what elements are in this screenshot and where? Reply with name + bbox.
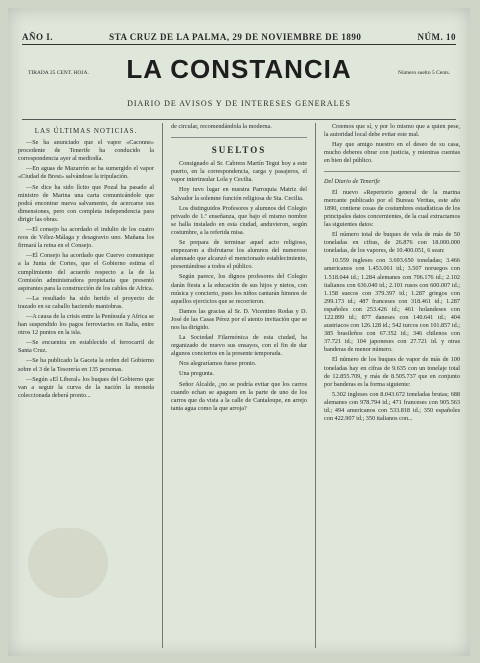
noticias-list: [18, 139, 154, 400]
statistics-body: [324, 189, 460, 424]
paragraph: —Se ha anunciado que el vapor «Caconne» procedente de Tenerife ha conducido la correspondencia ayer al mediodía.: [18, 139, 154, 163]
paragraph: Señor Alcalde, ¿no se podría evitar que los carros cuando echan se apaguen en la parte de uno de los carros que da vista a la calle de Cantaloupe, en arrejo tanta agua como la que arroja?: [171, 380, 307, 412]
paragraph: El número total de buques de vela de más de 50 toneladas en cifras, de 26.876 con 18.000.000 toneladas, de los vapores, de 10.400.051, 6 sean:: [324, 231, 460, 255]
issue-number: NÚM. 10: [417, 32, 456, 42]
paragraph: Consignado al Sr. Cabrera Martín Tegui hoy a este puerto, en la correspondencia, carga y pasajeros, el vapor interinsular Lola y Cecilia.: [171, 160, 307, 184]
masthead: [8, 52, 470, 98]
paragraph: Creemos que sí, y por lo mismo que a quien pese, la autoridad local debe evitar este mal.: [324, 123, 460, 139]
paragraph: —Se dice ha sido lícito que Pozal ha pasado al ministro de Marina una carta comunicándole que podrá encontrar nueva salvamento, de acercarse sus dimensiones, pero con completa independencia para dirigir las obras.: [18, 183, 154, 223]
source-credit: Del Diario de Tenerife: [324, 178, 380, 186]
paragraph: —El Consejo ha acordado que Cuervo comunique a la Junta de Cortes, que el Gobierno estima el cumplimiento del acuerdo respecto a la de la Comisión administradora propietaria que presentó aspirantes para la construcción de los cables de Africa.: [18, 252, 154, 292]
paragraph: —A causa de la crisis entre la Península y Africa se han suspendido los pagos ferroviarios en Italia, entre otros 12 puntos en la isla.: [18, 312, 154, 337]
paragraph: Hay que amigo nuestro en el deseo de su casa, mucho deberes obrar con justicia, y mientras cuentas en bien del público.: [324, 141, 460, 165]
section-heading-sueltos: SUELTOS: [211, 145, 267, 156]
section-rule: [171, 137, 307, 138]
header-rule: [22, 44, 456, 45]
paper-stain: [28, 528, 108, 598]
paragraph: —En aguas de Mazarrón se ha sumergido el vapor «Ciudad de Brest» salvándose la tripulación.: [18, 165, 154, 181]
column-estadistica: [324, 123, 460, 648]
paragraph: —Según «El Liberal» los buques del Gobierno que van a seguir la curva de la nación la moneda coleccionada deberá pronto...: [18, 375, 154, 399]
year-label: AÑO I.: [22, 32, 54, 42]
paragraph: —El consejo ha acordado el indulto de los cuatro reos de Vélez-Málaga y desagravio uno. Mañana los firmará la reina en el Consejo.: [18, 226, 154, 250]
column-sueltos: [171, 123, 307, 648]
paragraph: Hoy tuvo lugar en nuestra Parroquia Matriz del Salvador la solemne función religiosa de Sta. Cecilia.: [171, 186, 307, 202]
paragraph: Los distinguidos Profesores y alumnos del Colegio privado de 1.ª enseñanza, que bajo el mismo nombre se halla instalado en esta ciudad, anduvieron, según costumbre, a la referida misa.: [171, 204, 307, 236]
paragraph: Una pregunta.: [179, 370, 215, 378]
header-dateline-row: [22, 26, 456, 42]
paragraph: El nuevo «Repertorio general de la marina mercante publicado por el Bureau Veritas, este año 1890, contiene cosas de costumbres estadísticas de los principales datos concernientes, de la cual extractamos las siguientes datos:: [324, 188, 460, 228]
paragraph: La Sociedad Filarmónica de esta ciudad, ha organizado de nuevo sus ensayos, con el fin de dar algunos conciertos en la presente temporada.: [171, 334, 307, 358]
paragraph: 10.559 ingleses con 3.693.650 toneladas; 3.466 americanos con 1.453.061 id.; 3.507 noruegos con 1.518.044 id.; 1.284 alemanes con 706.176 id.; 2.102 italianos con 636.040 id.; 2.101 rusos con 600.007 id.; 1.158 suecos con 379.397 id.; 1.287 griegos con 299.173 id.; 487 franceses con 318.461 id.; 1.287 españoles con 253.426 id.; 461 holandeses con 122.899 id.; 877 daneses con 140.641 id.; 404 austriacos con 126.128 id.; 542 turcos con 101.857 id.; 385 brasileños con 67.352 id.; 346 chilenos con 37.721 id.; 104 japoneses con 27.721 id. y otras banderas de menor número.: [324, 257, 460, 354]
paragraph: —La resultado ha sido herido el proyecto de trazado en su caballo haciendo maniobras.: [18, 294, 154, 310]
single-issue-note: Número suelto 5 Cents.: [398, 70, 450, 76]
lead-paragraphs: [324, 123, 460, 165]
paragraph: —Se ha publicado la Gaceta la orden del Gobierno sobre el 3 de la Tesorería en 135 personas.: [18, 357, 154, 373]
sueltos-list: [171, 160, 307, 413]
section-rule: [324, 171, 460, 172]
newspaper-subtitle: DIARIO DE AVISOS Y DE INTERESES GENERALES: [127, 99, 351, 108]
newspaper-title: LA CONSTANCIA: [126, 54, 352, 84]
paragraph: Según parece, los dignos profesores del Colegio darán fiesta a la educación de sus hijos y nietos, con música y concierto, pues los niños cantarán himnos de aquellos ejercicios que se recorrieron.: [171, 273, 307, 305]
newspaper-page: [8, 8, 470, 656]
price-note: TIRADA 25 CENT. HOJA.: [28, 70, 89, 76]
paragraph: Damos las gracias al Sr. D. Vicentino Rodas y D. José de las Casas Pérez por el atento invitación que se nos ha dirigido.: [171, 307, 307, 331]
section-heading-noticias: LAS ÚLTIMAS NOTICIAS.: [34, 127, 138, 135]
column-divider: [315, 123, 316, 648]
subtitle-rule: [22, 119, 456, 120]
paragraph: El número de los buques de vapor de más de 100 toneladas hay en cifras de 9.635 con un tonelaje total de 12.855.709, y más de 8.505.737 que en conjunto por banderas es la forma siguiente:: [324, 356, 460, 388]
column-divider: [162, 123, 163, 648]
paragraph: Se prepara de terminar aquel acto religioso, empezaron a disfrutarse los alumnos del numeroso alumnado que alcanzó el mencionado establecimiento, presentándose a todos el público.: [171, 239, 307, 271]
paragraph: —Se encuentra en establecido el ferrocarril de Santa Cruz.: [18, 339, 154, 355]
paragraph: Nos alegraríamos fuese pronto.: [179, 360, 257, 368]
paragraph: 5.302 ingleses con 8.043.672 toneladas brutas; 688 alemanes con 978.794 id.; 471 franceses con 905.563 id.; 494 americanos con 533.818 id.; 350 españoles con 422.907 id.; 350 italianos con...: [324, 390, 460, 423]
dateline: STA CRUZ DE LA PALMA, 29 DE NOVIEMBRE DE 1890: [109, 32, 362, 42]
continued-text: de circular, recomendándola la moderna.: [171, 123, 272, 130]
